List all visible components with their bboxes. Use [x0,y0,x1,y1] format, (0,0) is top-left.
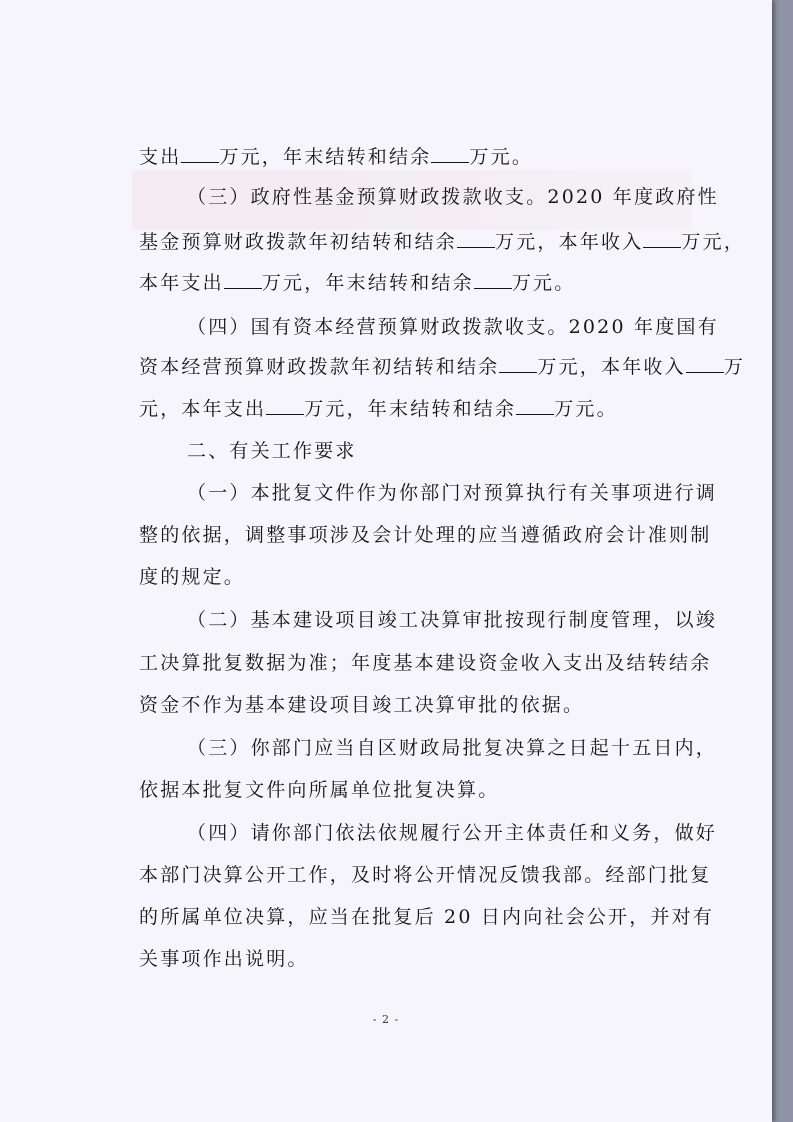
text-span: 本年支出 [139,272,224,294]
paragraph-line: 关事项作出说明。 [139,948,309,970]
paragraph-line: 资金不作为基本建设项目竣工决算审批的依据。 [139,694,585,716]
text-span: 元，本年支出 [139,398,267,420]
fill-in-blank [431,145,469,163]
paragraph-line [139,271,575,294]
paragraph-line: 本部门决算公开工作，及时将公开情况反馈我部。经部门批复 [139,864,712,886]
fill-in-blank [499,355,537,373]
paragraph-line: （三）你部门应当自区财政局批复决算之日起十五日内， [187,737,718,759]
text-span: 支出 [139,146,182,168]
fill-in-blank [224,271,262,289]
paragraph-line: 工决算批复数据为准；年度基本建设资金收入支出及结转结余 [139,652,712,674]
fill-in-blank [686,355,724,373]
text-span: 万元。 [469,146,534,168]
text-span: 万元，年末结转和结余 [304,398,517,420]
fill-in-blank [457,230,495,248]
paragraph-line: （二）基本建设项目竣工决算审批按现行制度管理，以竣 [187,609,718,631]
page-number: - 2 - [372,1013,400,1026]
section-heading: 二、有关工作要求 [187,440,357,462]
paragraph-line: （三）政府性基金预算财政拨款收支。2020 年度政府性 [187,186,719,208]
paragraph-line: （一）本批复文件作为你部门对预算执行有关事项进行调 [187,482,718,504]
paragraph-line [139,230,745,253]
paragraph-line: 整的依据，调整事项涉及会计处理的应当遵循政府会计准则制 [139,524,712,546]
text-span: 万元，本年收入 [495,231,644,253]
fill-in-blank [266,397,304,415]
text-span: 万元，本年收入 [537,356,686,378]
text-span: 万元，年末结转和结余 [261,272,474,294]
paragraph-line: 依据本批复文件向所属单位批复决算。 [139,779,500,801]
text-span: 万元。 [511,272,576,294]
fill-in-blank [643,230,681,248]
paragraph-line: （四）请你部门依法依规履行公开主体责任和义务，做好 [187,822,718,844]
paragraph-line [139,355,745,378]
text-span: 基金预算财政拨款年初结转和结余 [139,231,458,253]
text-span: 万元， [681,231,746,253]
paragraph-line: 的所属单位决算，应当在批复后 20 日内向社会公开，并对有 [139,906,715,928]
text-span: 万元，年末结转和结余 [219,146,432,168]
paragraph-line [139,145,533,168]
text-span: 万 [723,356,746,378]
fill-in-blank [516,397,554,415]
fill-in-blank [474,271,512,289]
paragraph-line: （四）国有资本经营预算财政拨款收支。2020 年度国有 [187,316,719,338]
text-span: 资本经营预算财政拨款年初结转和结余 [139,356,500,378]
text-span: 万元。 [554,398,618,420]
paragraph-line: 度的规定。 [139,566,246,588]
paragraph-line [139,397,618,420]
fill-in-blank [181,145,219,163]
